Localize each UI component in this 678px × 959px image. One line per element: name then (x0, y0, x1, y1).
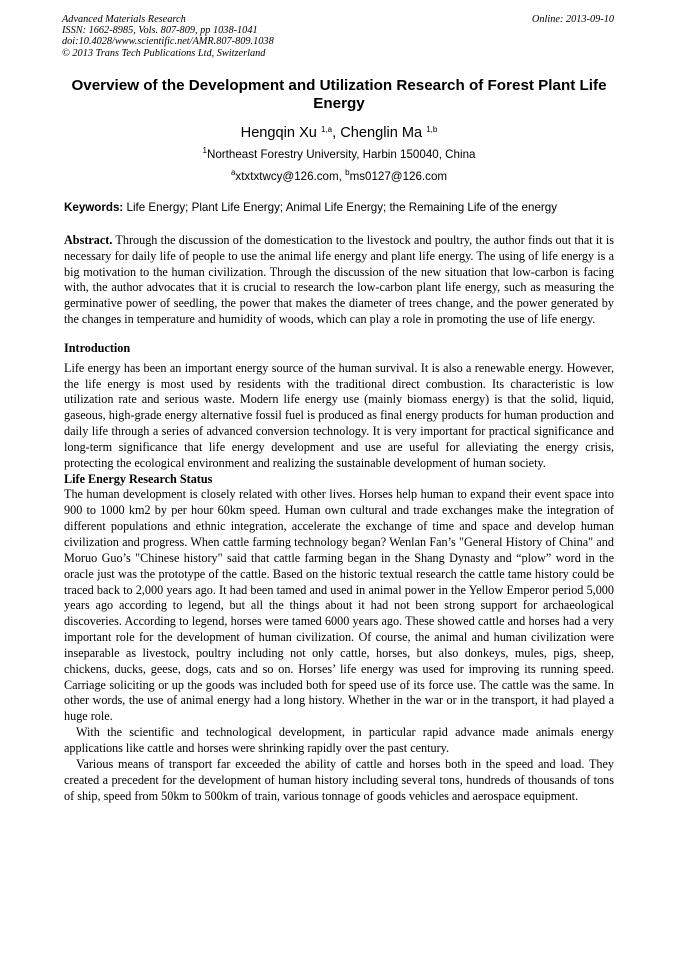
email-address: xtxtxtwcy@126.com, (235, 169, 346, 183)
keywords-label: Keywords: (64, 200, 124, 214)
email-marker: b (345, 167, 350, 177)
research-status-paragraph: With the scientific and technological development, in particular rapid advance made animals energy applications like cattle and horses were shrinking rapidly over the past century. (64, 725, 614, 755)
introduction-paragraph: Life energy has been an important energy source of the human survival. It is also a renewable energy. However, the life energy is most used by residents with the traditional direct combustion. Its characteristic is low utilization rate and serious waste. Modern life energy use (mainly biomass energy) is that the solid, liquid, gaseous, high-grade energy alternative fossil fuel is produced as final energy products for human production and daily life through a series of advanced conversion technology. It is very important for practical significance and long-term significance that life energy development and use are useful for alleviating the energy crisis, protecting the ecological environment and realizing the sustainable development of human society. (64, 360, 614, 470)
online-date: Online: 2013-09-10 (531, 14, 614, 25)
abstract (64, 233, 614, 328)
keywords (64, 201, 614, 215)
doi-line: doi:10.4028/www.scientific.net/AMR.807-809.1038 (62, 36, 274, 48)
email-address: ms0127@126.com (349, 169, 448, 183)
journal-name: Advanced Materials Research (62, 14, 186, 25)
copyright-line: © 2013 Trans Tech Publications Ltd, Switzerland (62, 47, 266, 59)
affiliation (64, 145, 614, 162)
author-separator: , (332, 124, 341, 141)
research-status-paragraph: The human development is closely related with other lives. Horses help human to expand their event space into 900 to 1000 km2 by per hour 60km speed. Human own cultural and trade exchanges make the integration of different populations and ethnic integration, accelerate the exchange of time and space and develop human civilization and progress. When cattle farming technology began? Wenlan Fan’s "General History of China" and Moruo Guo’s "Chinese history" said that cattle farming began in the Shang Dynasty and “plow” word in the oracle just was the prototype of the cattle. Based on the historic textual research the cattle tame history could be traced back to 2,000 years ago. It had been tamed and used in animal power in the Yellow Emperor period 5,000 years ago according to legend, but all the things about it had not been strong support for archaeological discoveries. According to legend, horses were tamed 6000 years ago. These showed cattle and horses had a very important role for the development of human civilization. Of course, the animal and human civilization were inseparable as livestock, poultry including not only cattle, horses, but also donkeys, mules, pigs, sheep, chickens, ducks, geese, dogs, cats and so on. Horses’ life energy was used for improving its running speed. Carriage soliciting or up the goods was included both for speed use of its force use. The cattle was the same. In other words, the use of animal energy had a long history. Whether in the war or in the transport, it had played a huge role. (64, 487, 614, 724)
paper-page (64, 14, 614, 804)
email-marker: a (230, 167, 236, 177)
affiliation-marker: 1 (202, 145, 207, 155)
journal-header (62, 14, 614, 59)
author-name: Hengqin Xu (240, 124, 321, 141)
affiliation-text: Northeast Forestry University, Harbin 150040, China (206, 147, 476, 161)
paper-title: Overview of the Development and Utilization Research of Forest Plant Life Energy (71, 76, 607, 113)
abstract-label: Abstract. (64, 232, 113, 247)
section-heading-introduction: Introduction (64, 340, 131, 355)
author-name: Chenglin Ma (340, 124, 427, 141)
author-affiliation-marker: 1,a (320, 124, 333, 134)
author-affiliation-marker: 1,b (426, 124, 438, 134)
issn-line: ISSN: 1662-8985, Vols. 807-809, pp 1038-1041 (62, 25, 258, 37)
author-emails (64, 167, 614, 184)
abstract-text: Through the discussion of the domestication to the livestock and poultry, the author finds out that it is necessary for daily life of people to use the animal life energy and plant life energy. The using of life energy is a big motivation to the human civilization. Through the discussion of the new situation that low-carbon is facing with, the author advocates that it is crucial to research the low-carbon plant life energy, such as measuring the germinative power of seedling, the power that makes the diameter of trees change, and the power generated by the changes in temperature and humidity of woods, which can play a role in promoting the use of life energy. (64, 232, 614, 327)
research-status-paragraph: Various means of transport far exceeded the ability of cattle and horses both in the speed and load. They created a precedent for the development of human history including several tons, hundreds of thousands of tons of ship, speed from 50km to 500km of train, various tonnage of goods vehicles and aerospace equipment. (64, 756, 614, 803)
section-heading-research-status: Life Energy Research Status (64, 471, 213, 486)
journal-info (62, 14, 274, 59)
keywords-text: Life Energy; Plant Life Energy; Animal Life Energy; the Remaining Life of the energy (123, 200, 558, 214)
author-line (64, 124, 614, 142)
